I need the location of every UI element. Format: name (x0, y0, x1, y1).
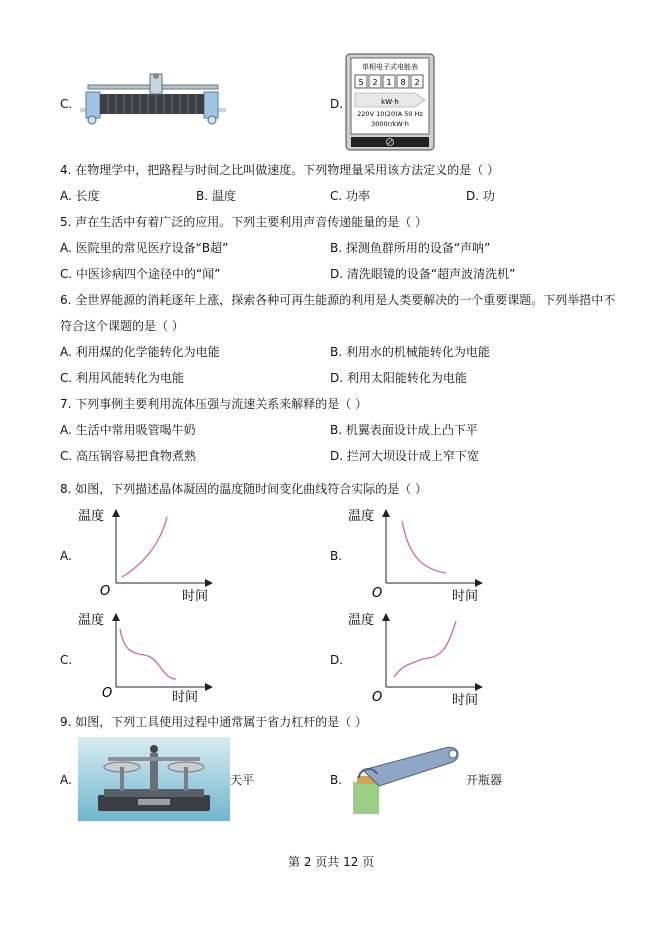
page-footer: 第 2 页共 12 页 (288, 855, 375, 869)
graph-a-curve (122, 517, 167, 577)
q4-option-c: C. 功率 (330, 189, 371, 203)
meter-digit: 5 (358, 78, 364, 87)
graph-d-label: D. (330, 653, 344, 667)
graph-c (72, 607, 222, 709)
rheostat-image (78, 70, 228, 128)
graph-a (72, 503, 222, 605)
q5-stem: 5. 声在生活中有着广泛的应用。下列主要利用声音传递能量的是（ ） (60, 215, 428, 229)
q5-option-c: C. 中医诊病四个途径中的“闻” (60, 267, 221, 281)
graph-x-label: 时间 (452, 693, 479, 708)
option-label-d: D. (330, 97, 344, 111)
graph-x-label: 时间 (172, 690, 199, 705)
graph-y-label: 温度 (348, 509, 375, 524)
q4-stem: 4. 在物理学中，把路程与时间之比叫做速度。下列物理量采用该方法定义的是（ ） (60, 163, 500, 177)
graph-c-curve (120, 629, 176, 679)
q9-option-a-label: A. (60, 773, 72, 787)
meter-spec: 220V 10(20)A 50 Hz (357, 110, 423, 118)
graph-x-label: 时间 (452, 589, 479, 604)
meter-unit: kW·h (381, 98, 399, 106)
meter-digit: 1 (386, 78, 392, 87)
meter-digit: 2 (372, 78, 378, 87)
meter-digit: 2 (414, 78, 420, 87)
q7-option-b: B. 机翼表面设计成上凸下平 (330, 423, 478, 437)
q6-option-c: C. 利用风能转化为电能 (60, 371, 185, 385)
graph-a-label: A. (60, 549, 72, 563)
q7-option-c: C. 高压锅容易把食物煮熟 (60, 449, 197, 463)
graph-y-label: 温度 (348, 613, 375, 628)
q4-option-d: D. 功 (466, 189, 495, 203)
q6-option-d: D. 利用太阳能转化为电能 (330, 371, 467, 385)
q6-option-b: B. 利用水的机械能转化为电能 (330, 345, 490, 359)
q9-option-b-caption: 开瓶器 (466, 773, 503, 787)
meter-title: 单相电子式电能表 (362, 63, 418, 71)
graph-b (342, 503, 492, 605)
q7-option-a: A. 生活中常用吸管喝牛奶 (60, 423, 196, 437)
graph-y-label: 温度 (78, 613, 105, 628)
meter-digit: 8 (400, 78, 406, 87)
graph-d-curve (394, 621, 456, 677)
q9-stem: 9. 如图，下列工具使用过程中通常属于省力杠杆的是（ ） (60, 715, 368, 729)
q5-option-d: D. 清洗眼镜的设备“超声波清洗机” (330, 267, 516, 281)
q4-option-a: A. 长度 (60, 189, 100, 203)
graph-origin: O (372, 690, 383, 705)
graph-origin: O (372, 586, 383, 601)
graph-c-label: C. (60, 653, 73, 667)
meter-constant: 3000r/kW·h (371, 120, 409, 128)
q4-option-b: B. 温度 (196, 189, 236, 203)
q5-option-b: B. 探测鱼群所用的设备“声呐” (330, 241, 491, 255)
q5-option-a: A. 医院里的常见医疗设备“B超” (60, 241, 229, 255)
graph-b-curve (402, 521, 446, 573)
bottle-opener-image (345, 742, 470, 814)
q7-option-d: D. 拦河大坝设计成上窄下宽 (330, 449, 479, 463)
energy-meter-image (345, 53, 435, 151)
graph-y-label: 温度 (78, 509, 105, 524)
q8-stem: 8. 如图，下列描述晶体凝固的温度随时间变化曲线符合实际的是（ ） (60, 482, 428, 496)
q6-stem-line1: 6. 全世界能源的消耗逐年上涨，探索各种可再生能源的利用是人类要解决的一个重要课题。下列举措中不 (60, 293, 616, 307)
graph-d (342, 607, 492, 709)
graph-origin: O (102, 686, 113, 701)
option-label-c: C. (60, 97, 73, 111)
q9-option-a-caption: 天平 (230, 773, 255, 787)
graph-b-label: B. (330, 549, 343, 563)
q7-stem: 7. 下列事例主要利用流体压强与流速关系来解释的是（ ） (60, 397, 368, 411)
q9-option-b-label: B. (330, 773, 343, 787)
q6-stem-line2: 符合这个课题的是（ ） (60, 319, 184, 333)
graph-x-label: 时间 (182, 589, 209, 604)
balance-scale-image (78, 737, 230, 821)
q6-option-a: A. 利用煤的化学能转化为电能 (60, 345, 220, 359)
graph-origin: O (100, 584, 111, 599)
